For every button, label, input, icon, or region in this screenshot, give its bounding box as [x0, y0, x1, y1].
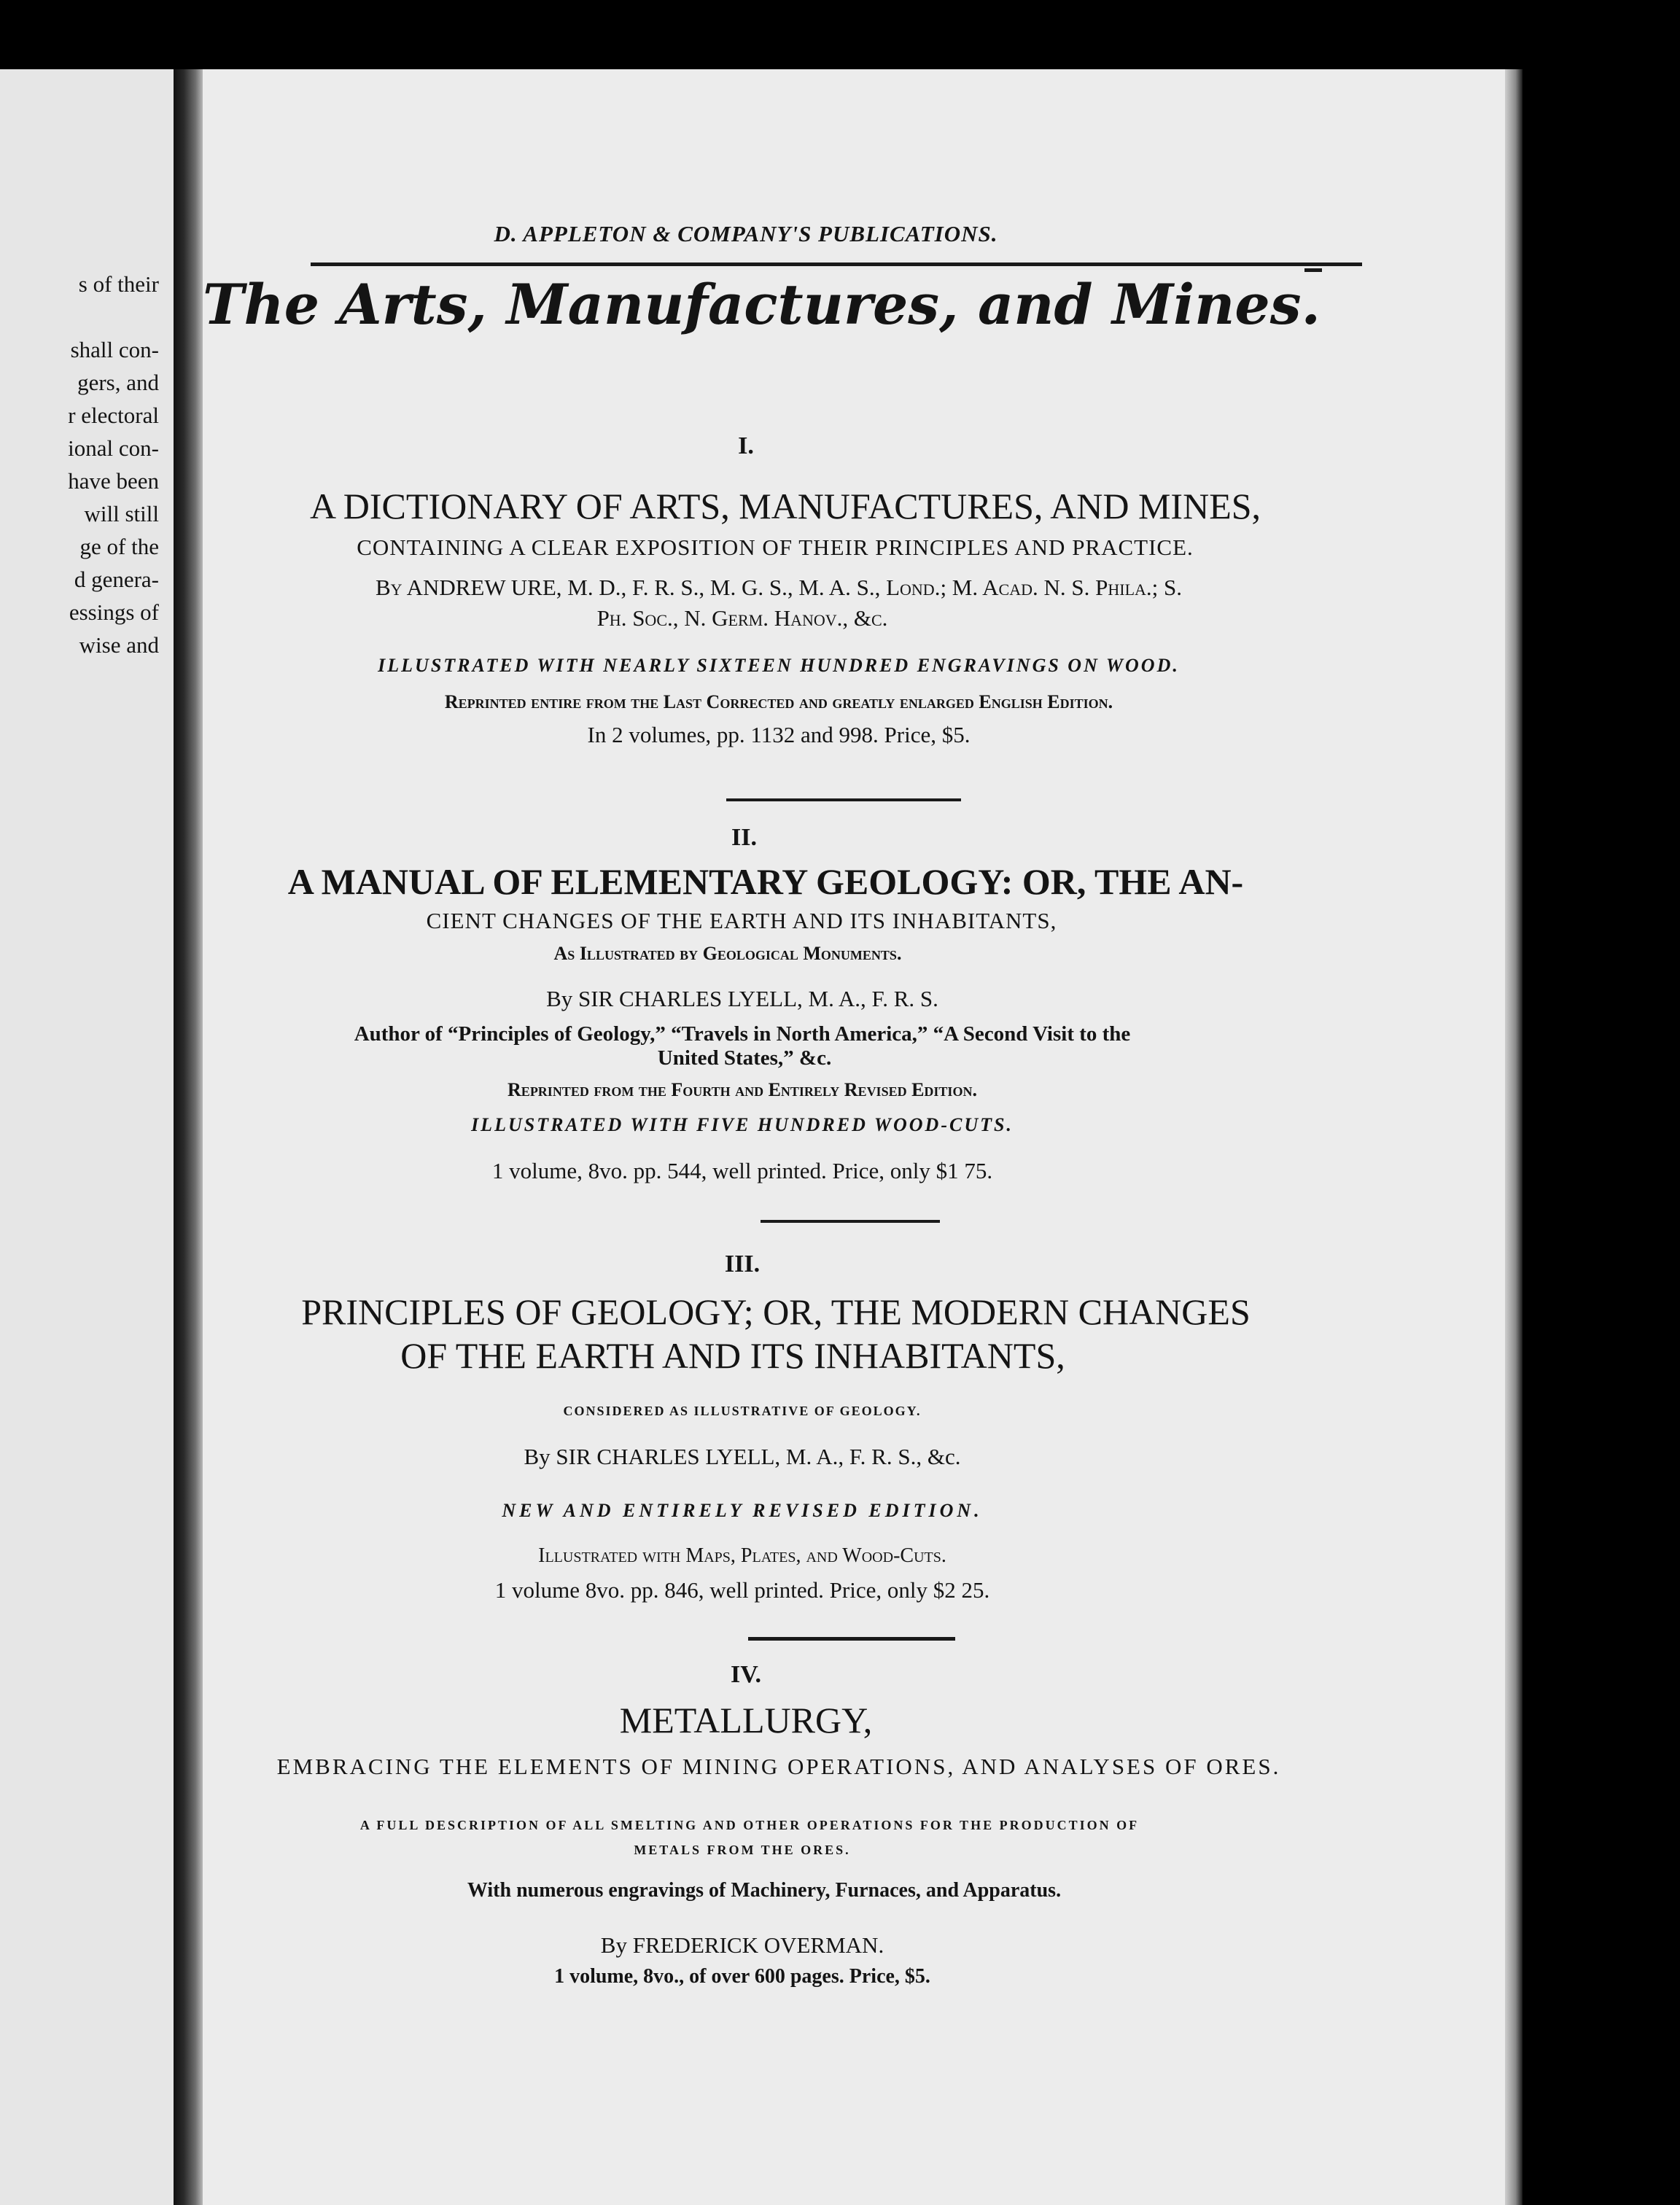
entry-note: Reprinted entire from the Last Corrected and greatly enlarged English Edition. — [444, 691, 1113, 712]
entry-numeral: II. — [731, 824, 757, 851]
entry-illustration: ILLUSTRATED WITH NEARLY SIXTEEN HUNDRED ENGRAVINGS ON WOOD. — [378, 655, 1180, 676]
left-text-line: r electoral — [68, 402, 159, 428]
entry-numeral: I. — [738, 432, 754, 459]
entry-note: METALS FROM THE ORES. — [634, 1843, 851, 1857]
entry-author: By ANDREW URE, M. D., F. R. S., M. G. S., M. A. S., Lond.; M. Acad. N. S. Phila.; S. — [375, 575, 1183, 600]
entry-subtitle: EMBRACING THE ELEMENTS OF MINING OPERATIONS, AND ANALYSES OF ORES. — [276, 1754, 1281, 1779]
page-edge — [1505, 69, 1522, 2205]
entry-subtitle: CONTAINING A CLEAR EXPOSITION OF THEIR PRINCIPLES AND PRACTICE. — [357, 534, 1194, 560]
left-text-line: gers, and — [77, 370, 159, 395]
entry-title: A DICTIONARY OF ARTS, MANUFACTURES, AND MINES, — [309, 486, 1261, 526]
entry-author: By SIR CHARLES LYELL, M. A., F. R. S., &c. — [524, 1444, 961, 1469]
left-text-line: will still — [84, 501, 159, 526]
entry-subtitle: CONSIDERED AS ILLUSTRATIVE OF GEOLOGY. — [563, 1404, 922, 1418]
entry-title: A MANUAL OF ELEMENTARY GEOLOGY: OR, THE AN- — [287, 861, 1244, 902]
entry-subtitle: As Illustrated by Geological Monuments. — [553, 943, 902, 964]
left-text-line: have been — [68, 468, 159, 494]
left-text-line: d genera- — [74, 567, 159, 592]
divider-rule — [761, 1220, 940, 1223]
header-rule — [311, 262, 1362, 266]
main-page — [203, 69, 1505, 2205]
entry-author: By FREDERICK OVERMAN. — [600, 1932, 884, 1958]
entry-price: 1 volume, 8vo., of over 600 pages. Price, $5. — [554, 1965, 930, 1988]
left-text-line: essings of — [69, 599, 159, 625]
divider-rule — [726, 798, 961, 801]
left-text-line — [0, 300, 159, 333]
running-head: D. APPLETON & COMPANY'S PUBLICATIONS. — [494, 221, 998, 246]
section-title: The Arts, Manufactures, and Mines. — [203, 272, 1321, 337]
divider-rule — [748, 1637, 955, 1641]
entry-title: PRINCIPLES OF GEOLOGY; OR, THE MODERN CHANGES — [301, 1291, 1251, 1332]
entry-note: Reprinted from the Fourth and Entirely Revised Edition. — [508, 1079, 977, 1100]
entry-price: In 2 volumes, pp. 1132 and 998. Price, $5. — [587, 722, 971, 747]
entry-subtitle: CIENT CHANGES OF THE EARTH AND ITS INHABITANTS, — [426, 908, 1057, 933]
entry-note: A FULL DESCRIPTION OF ALL SMELTING AND OTHER OPERATIONS FOR THE PRODUCTION OF — [359, 1818, 1140, 1832]
entry-author: United States,” &c. — [657, 1046, 832, 1070]
entry-numeral: IV. — [731, 1661, 761, 1688]
left-text-line: s of their — [78, 271, 159, 297]
entry-note: Illustrated with Maps, Plates, and Wood-Cuts. — [538, 1544, 946, 1567]
left-page-text — [0, 268, 159, 661]
entry-author: Author of “Principles of Geology,” “Travels in North America,” “A Second Visit to the — [354, 1022, 1131, 1046]
entry-title: OF THE EARTH AND ITS INHABITANTS, — [400, 1335, 1065, 1376]
entry-illustration: NEW AND ENTIRELY REVISED EDITION. — [502, 1500, 983, 1521]
book-gutter — [174, 69, 203, 2205]
left-text-line: shall con- — [70, 337, 159, 362]
left-text-line: ge of the — [79, 534, 159, 559]
entry-author: Ph. Soc., N. Germ. Hanov., &c. — [596, 605, 888, 631]
left-text-line: wise and — [79, 632, 159, 658]
left-page-fragment — [0, 69, 174, 2205]
entry-illustration: ILLUSTRATED WITH FIVE HUNDRED WOOD-CUTS. — [471, 1114, 1014, 1135]
entry-illustration: With numerous engravings of Machinery, Furnaces, and Apparatus. — [467, 1879, 1062, 1902]
entry-title: METALLURGY, — [619, 1700, 873, 1741]
left-text-line: ional con- — [68, 435, 159, 461]
entry-author: By SIR CHARLES LYELL, M. A., F. R. S. — [546, 986, 938, 1011]
entry-numeral: III. — [724, 1251, 761, 1278]
entry-price: 1 volume 8vo. pp. 846, well printed. Price, only $2 25. — [494, 1577, 990, 1603]
entry-price: 1 volume, 8vo. pp. 544, well printed. Price, only $1 75. — [491, 1158, 993, 1183]
